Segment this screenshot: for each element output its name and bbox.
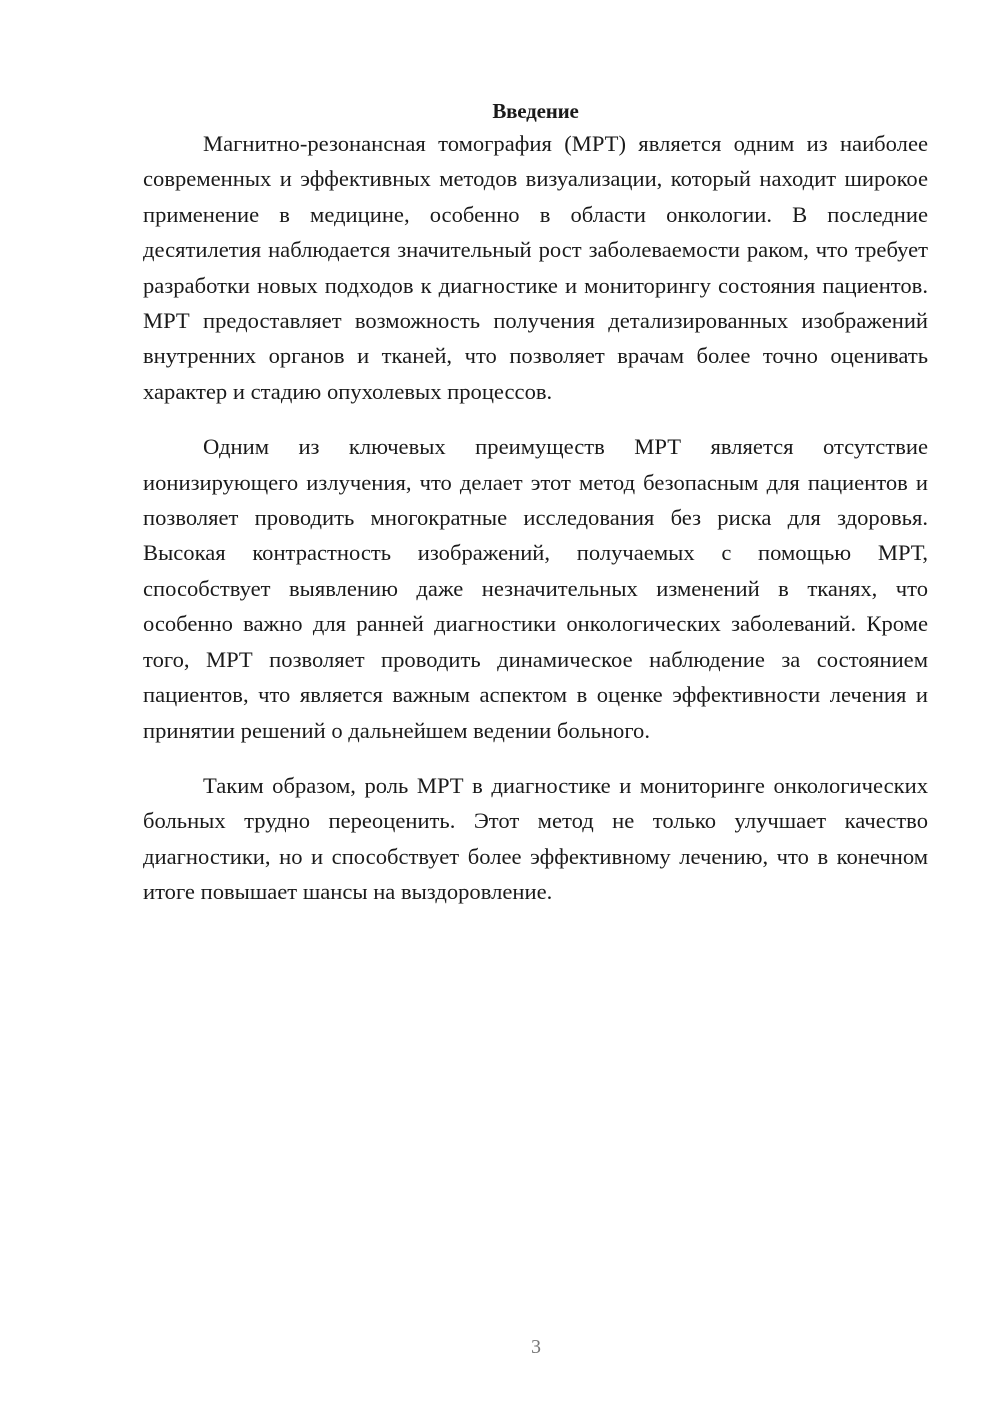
page-content <box>143 96 928 910</box>
section-heading: Введение <box>492 99 579 123</box>
paragraph-1: Магнитно-резонансная томография (МРТ) является одним из наиболее современных и эффективных методов визуализации, который находит широкое применение в медицине, особенно в области онкологии. В последние десятилетия наблюдается значительный рост заболеваемости раком, что требует разработки новых подходов к диагностике и мониторингу состояния пациентов. МРТ предоставляет возможность получения детализированных изображений внутренних органов и тканей, что позволяет врачам более точно оценивать характер и стадию опухолевых процессов. <box>143 131 928 404</box>
page-number: 3 <box>531 1336 541 1358</box>
paragraph-3: Таким образом, роль МРТ в диагностике и мониторинге онкологических больных трудно переоценить. Этот метод не только улучшает качество диагностики, но и способствует более эффективному лечению, что в конечном итоге повышает шансы на выздоровление. <box>143 772 928 905</box>
paragraph-2: Одним из ключевых преимуществ МРТ является отсутствие ионизирующего излучения, что делает этот метод безопасным для пациентов и позволяет проводить многократные исследования без риска для здоровья. Высокая контрастность изображений, получаемых с помощью МРТ, способствует выявлению даже незначительных изменений в тканях, что особенно важно для ранней диагностики онкологических заболеваний. Кроме того, МРТ позволяет проводить динамическое наблюдение за состоянием пациентов, что является важным аспектом в оценке эффективности лечения и принятии решений о дальнейшем ведении больного. <box>143 434 928 743</box>
